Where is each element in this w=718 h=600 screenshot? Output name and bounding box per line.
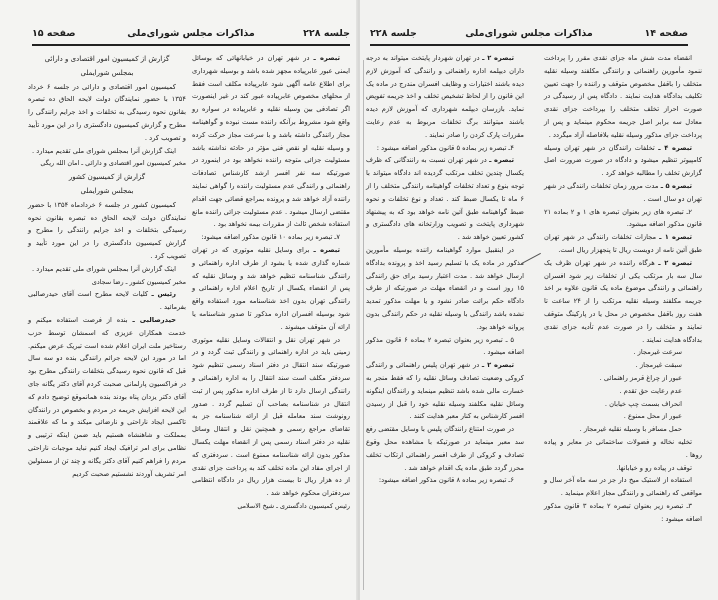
paragraph bbox=[366, 244, 524, 334]
paragraph bbox=[544, 398, 702, 411]
paragraph bbox=[366, 142, 524, 155]
paragraph bbox=[28, 314, 186, 480]
paragraph bbox=[28, 171, 186, 184]
page-number: صفحه ۱۵ bbox=[32, 28, 76, 39]
page-header bbox=[32, 28, 350, 44]
paragraph-text: عبور از محل ممنوع . bbox=[623, 412, 682, 421]
paragraph-lead: تبصره ۴ ـ bbox=[658, 143, 692, 152]
paragraph-text: در شهر تهران نقل و انتقالات وسایل نقلیه موتوری زمینی باید در اداره راهنمائی و رانندگی ثبت گردد و در صورتیکه سند انتقال در دفتر اسناد رسمی تنظیم شود سردفتر مکلف است سند انتقال را به اداره راهنمائی و رانندگی ارسال دارد تا از طرف اداره مذکور پس از ثبت انتقال در شناسنامه بصاحب آن تسلیم گردد . صدور رونوشت سند معامله قبل از ارائه شناسنامه جز به تقاضای مراجع رسمی و همچنین نقل و انتقال وسائل نقلیه در دفتر اسناد رسمی پس از انقضاء مهلت یکسال مذکور بدون ارائه شناسنامه ممنوع است . سردفتری که از اجرای مفاد این ماده تخلف کند به پرداخت جزای نقدی از ده هزار ریال تا بیست هزار ریال در دادگاه انتظامی سردفتران محکوم خواهد شد . bbox=[192, 335, 350, 498]
paragraph bbox=[544, 500, 702, 526]
paragraph bbox=[544, 180, 702, 206]
paragraph-lead: تبصره ـ bbox=[313, 54, 340, 62]
paragraph-text: انقضاء مدت شش ماه جزای نقدی مقرر را پرداخت ننمود مأمورین راهنمائی و رانندگی مکلفند وسیله نقلیه متخلف را باقفل مخصوص متوقف و راننده را جهت تعیین تکلیف بدادگاه هدایت نمایند . دادگاه پس از رسیدگی در صورت احراز تخلف متخلف را بپرداخت جزای نقدی معادل سه برابر اصل جریمه محکوم مینماید و پس از پرداخت جزای مذکور وسیله نقلیه بلافاصله آزاد میگردد . bbox=[544, 54, 702, 139]
paragraph-text: تخلفات رانندگان در شهر تهران وسیله کامپیوتر تنظیم میشود و دادگاه در صورت ضرورت اصل گزارش تخلف را مطالبه خواهد کرد . bbox=[544, 143, 702, 178]
paragraph-text: در شهر تهران نسبت به رانندگانی که ظرف یکسال چندین تخلف مرتکب گردیده اند دادگاه میتواند با توجه بنوع و تعداد تخلفات گواهینامه رانندگی متخلف را از ۶ ماه تا یکسال ضبط کند . تعداد و نوع تخلفات و نحوه ضبط گواهینامه طبق آئین نامه خواهد بود که به پیشنهاد شهرداری پایتخت و تصویب وزارتخانه های دادگستری و کشور تعیین خواهد شد . bbox=[366, 156, 524, 242]
paragraph bbox=[544, 462, 702, 475]
paragraph bbox=[366, 154, 524, 244]
left-page bbox=[0, 0, 358, 600]
paragraph-text: در تهران شهردار پایتخت میتواند به درجه داران دیپلمه اداره راهنمائی و رانندگی که آموزش لازم دیده باشند اختیارات و وظایف افسران مندرج در ماده یک این قانون را از لحاظ تشخیص تخلف و اخذ جریمه تفویض نماید. بازرسان دیپلمه شهرداری که آموزش لازم دیده باشند میتوانند برگ تخلفات مربوط به عدم رعایت مقررات پارک کردن را صادر نمایند . bbox=[366, 54, 524, 139]
paragraph-text: انحراف بسمت چپ خیابان . bbox=[604, 399, 682, 408]
paragraph-text: تخلیه نخاله و فضولات ساختمانی در معابر و پیاده روها . bbox=[544, 437, 702, 459]
paragraph-text: در اینقبیل موارد گواهینامه راننده بوسیله مأمورین مذکور در ماده یک با تسلیم رسید اخذ و پرونده بدادگاه ارسال خواهد شد . مدت اعتبار رسید برای حق رانندگی ۱۵ روز است و در انقضاء مهلت در صورتیکه از طرف دادگاه حکم برائت صادر نشود و یا مهلت مذکور تمدید نشده باشد رانندگی با وسیله نقلیه در حکم رانندگی بدون پروانه خواهد بود. bbox=[366, 245, 524, 331]
paragraph-text: برای وسایل نقلیه موتوری که در تهران شماره گذاری شده یا بشود از طرف اداره راهنمائی و رانندگی شناسنامه تنظیم خواهد شد و وسائل نقلیه که پس از انقضاء یکسال از تاریخ اعلام اداره راهنمائی و رانندگی تهران بدون اخذ شناسنامه مورد استفاده واقع شود بوسیله افسران اداره مذکور تا صدور شناسنامه یا ارائه آن متوقف میشوند . bbox=[192, 245, 350, 331]
session-number: جلسه ۲۲۸ bbox=[303, 28, 350, 39]
margin-line bbox=[363, 60, 364, 590]
paragraph bbox=[544, 359, 702, 372]
right-page bbox=[360, 0, 718, 600]
paragraph-text: کلیات لایحه مطرح است آقای حیدرصالبی بفرمائید . bbox=[28, 290, 186, 312]
paragraph-text: عبور از چراغ قرمز راهنمائی . bbox=[599, 373, 682, 382]
text-column-left bbox=[28, 52, 186, 480]
paragraph-text: بنده از فرصت استفاده میکنم و خدمت همکاران عزیزی که اسمشان توسط حزب رستاخیز ملت ایران اعلام شده است تبریک عرض میکنم. اما در مورد این لایحه جرائم رانندگی بنده دو سه سال قبل که قانون نحوه رسیدگی بتخلفات رانندگی مطرح بود در فراکسیون پارلمانی صحبت کردم آقای دکتر یگانه جای آقای دکتر یزدان پناه بودند بنده همانموقع توضیح دادم که این لایحه افزایش جریمه در مردم و بخصوص در رانندگان تاکسی ایجاد ناراحتی و نارضائی میکند و ما که علاقمند بمملکت و شاهنشاه هستیم باید ضمن اینکه ترتیبی و نظامی برای امر ترافیک ایجاد کنیم نباید موجبات ناراحتی مردم را فراهم کنیم آقای دکتر یگانه و چند تن از مسئولین امر تشریف آوردند نشستیم صحبت کردیم bbox=[28, 315, 186, 478]
paragraph-text: در صورت امتناع رانندگان پلیس با وسایل مقتضی رفع سد معبر مینماید در صورتیکه با مشاهده محل وقوع تصادف و کروکی از طرف افسر راهنمائی ارتکاب تخلف محرز گردد طبق ماده یک اقدام خواهد شد . bbox=[366, 425, 524, 472]
paragraph bbox=[366, 359, 524, 423]
paragraph-text: گزارش از کمیسیون کشور bbox=[68, 173, 146, 182]
paragraph-text: ۵ ـ تبصره زیر بعنوان تبصره ۲ بماده ۶ قانون مذکور اضافه میشود . bbox=[366, 335, 524, 357]
header-rule bbox=[32, 44, 350, 46]
paragraph-text: مجازات تخلفات رانندگی در شهر تهران طبق آئین نامه از دویست ریال تا پنجهزار ریال است. bbox=[544, 233, 702, 254]
paragraph bbox=[28, 53, 186, 66]
session-number: جلسه ۲۲۸ bbox=[370, 28, 417, 39]
paragraph-lead: تبصره ۱ ـ bbox=[659, 233, 692, 242]
paragraph-lead: تبصره ۵ ـ bbox=[660, 181, 692, 190]
paragraph bbox=[192, 231, 350, 244]
paragraph-lead: رئیس ـ bbox=[151, 290, 176, 299]
paragraph-text: مخبر کمیسیون کشور ـ رضا سجادی bbox=[91, 277, 186, 286]
paragraph-text: حمل مسافر با وسیله نقلیه غیرمجاز . bbox=[579, 425, 682, 434]
paragraph-text: بمجلس شورایملی bbox=[80, 68, 134, 77]
paragraph-text: اینک گزارش آنرا بمجلس شورای ملی تقدیم میدارد . bbox=[31, 146, 176, 155]
paragraph-lead: تبصره ۲ ـ bbox=[482, 54, 514, 62]
paragraph-text: بمجلس شورایملی bbox=[80, 186, 134, 195]
paragraph bbox=[28, 199, 186, 263]
paragraph-text: سبقت غیرمجاز . bbox=[635, 361, 682, 370]
paragraph-lead: تبصره ـ bbox=[313, 245, 341, 254]
paragraph-text: در شهر تهران در خیابانهائی که بوسائل ایمنی عبور عابرپیاده مجهز شده باشد و بوسیله شهرداری برای اطلاع عامه آگهی شود عابرپیاده مکلف است فقط از محلهای مخصوص عابرپیاده عبور کند در غیر اینصورت اگر تصادفی بین وسیله نقلیه و عابرپیاده در سواره رو واقع شود مشروط برآنکه راننده مست نبوده و گواهینامه مجاز رانندگی داشته باشد و با سرعت مجاز حرکت کرده و وسیله نقلیه او نقص فنی مؤثر در حادثه نداشته باشد مسئولیت جزائی متوجه راننده نخواهد بود در اینمورد در صورتیکه سه نفر افسر ارشد کارشناس تصادفات راهنمائی و رانندگی عدم مسئولیت راننده را گواهی نمایند راننده آزاد خواهد شد و پرونده بمراجع قضائی جهت اقدام مقتضی ارسال میشود . عدم مسئولیت جزائی راننده مانع استفاده شخص ثالث از مقررات بیمه نخواهد بود . bbox=[192, 54, 350, 229]
paragraph bbox=[544, 372, 702, 385]
paragraph-text: کمیسیون امور اقتصادی و دارائی در جلسه ۶ خرداد ۱۳۵۴ با حضور نمایندگان دولت لایحه الحاق ده تبصره بقانون نحوه رسیدگی به تخلفات و اخذ جرایم رانندگی را مطرح و گزارش کمیسیون دادگستری را در این مورد تأیید و تصویب کرد . bbox=[28, 82, 186, 142]
paragraph-text: ۶ـ تبصره زیر بماده ۸ قانون مذکور اضافه میشود: bbox=[378, 476, 514, 485]
paragraph bbox=[544, 423, 702, 436]
paragraph-text: ۲ـ تبصره های زیر بعنوان تبصره های ۱ و ۲ بماده ۲۱ قانون مذکور اضافه میشود. bbox=[544, 207, 702, 229]
paragraph-text: کمیسیون کشور در جلسه ۶ خردادماه ۱۳۵۴ با حضور نمایندگان دولت لایحه الحاق ده تبصره بقانون نحوه رسیدگی بتخلفات و اخذ جرایم رانندگی را مطرح و گزارش کمیسیون دادگستری را در این مورد تأیید و تصویب کرد . bbox=[28, 200, 186, 260]
page-header bbox=[370, 28, 688, 44]
paragraph bbox=[544, 257, 702, 347]
paragraph-text: گزارش از کمیسیون امور اقتصادی و دارائی bbox=[44, 55, 170, 63]
paragraph-text: سرعت غیرمجاز . bbox=[633, 348, 682, 357]
paragraph bbox=[28, 67, 186, 80]
text-column-right bbox=[544, 52, 702, 525]
paragraph-text: در شهر تهران پلیس راهنمائی و رانندگی کروکی وضعیت تصادف وسائل نقلیه را که فقط منجر به خسارت مالی شده باشد تنظیم مینماید و رانندگان اینگونه وسائل نقلیه مکلفند وسیله نقلیه خود را قبل از رسیدن افسر کارشناس به کنار معبر هدایت کنند . bbox=[366, 361, 524, 421]
header-rule bbox=[370, 44, 688, 46]
paragraph-text: ۷ـ تبصره زیر بماده ۱۰ قانون مذکور اضافه میشود: bbox=[201, 233, 340, 242]
paragraph-lead: تبصره ۲ ـ bbox=[658, 258, 692, 267]
paragraph bbox=[544, 385, 702, 398]
paragraph-text: رئیس کمیسیون دادگستری ـ شیخ الاسلامی bbox=[237, 501, 350, 510]
paragraph bbox=[192, 500, 350, 513]
paragraph-text: ۴ـ تبصره زیر بماده ۵ قانون مذکور اضافه میشود : bbox=[376, 143, 514, 152]
paragraph bbox=[192, 52, 350, 231]
paragraph bbox=[192, 244, 350, 334]
paragraph bbox=[366, 423, 524, 474]
paragraph bbox=[544, 410, 702, 423]
paragraph bbox=[544, 346, 702, 359]
paragraph-text: عدم رعایت حق تقدم . bbox=[619, 386, 682, 395]
paragraph bbox=[544, 436, 702, 462]
paragraph-lead: تبصره ۲ ـ bbox=[481, 361, 514, 370]
paragraph bbox=[544, 52, 702, 142]
paragraph bbox=[366, 52, 524, 142]
paragraph-lead: تبصره ـ bbox=[489, 156, 514, 165]
paragraph-text: مخبر کمیسیون امور اقتصادی و دارائی ـ امان الله ریگی bbox=[40, 159, 186, 168]
text-column-right bbox=[192, 52, 350, 513]
paragraph bbox=[28, 81, 186, 145]
paragraph-text: اینک گزارش آنرا بمجلس شورای ملی تقدیم میدارد . bbox=[31, 264, 176, 273]
paragraph bbox=[544, 206, 702, 232]
paragraph bbox=[544, 474, 702, 500]
paragraph bbox=[544, 231, 702, 257]
paragraph bbox=[28, 157, 186, 170]
running-title: مذاکرات مجلس شورای‌ملی bbox=[127, 28, 255, 39]
paragraph bbox=[366, 334, 524, 360]
running-title: مذاکرات مجلس شورای‌ملی bbox=[465, 28, 593, 39]
paragraph bbox=[192, 334, 350, 500]
paragraph-text: ۳ـ تبصره زیر بعنوان تبصره ۲ بماده ۳ قانون مذکور اضافه میشود : bbox=[544, 501, 702, 523]
paragraph-text: توقف در پیاده رو و خیابانها. bbox=[616, 463, 692, 472]
paragraph bbox=[28, 276, 186, 289]
paragraph-lead: حیدرصالبی ـ bbox=[132, 315, 176, 324]
paragraph bbox=[28, 263, 186, 276]
paragraph bbox=[28, 185, 186, 198]
paragraph bbox=[28, 145, 186, 158]
paragraph bbox=[366, 474, 524, 487]
page-number: صفحه ۱۴ bbox=[644, 28, 688, 39]
paragraph bbox=[28, 288, 186, 314]
paragraph-text: مدت مرور زمان تخلفات رانندگی در شهر تهران دو سال است . bbox=[544, 181, 702, 203]
paragraph-text: استفاده از لاستیک میخ دار جز در سه ماه آخر سال و مواقعی که راهنمائی و رانندگی مجاز اعلام مینماید . bbox=[544, 476, 702, 498]
paragraph bbox=[544, 142, 702, 180]
text-column-left bbox=[366, 52, 524, 487]
paragraph-text: هرگاه راننده در شهر تهران ظرف یک سال سه بار مرتکب یکی از تخلفات زیر شود افسران راهنمائی و رانندگی موضوع ماده یک قانون علاوه بر اخذ جریمه مکلفند وسیله نقلیه مرتکب را از ۲۴ ساعت تا هفت روز باقفل مخصوص در محل یا در پارکینگ متوقف نمایند و متخلف را در صورت عدم تأدیه جزای نقدی بدادگاه هدایت نمایند . bbox=[544, 258, 702, 344]
